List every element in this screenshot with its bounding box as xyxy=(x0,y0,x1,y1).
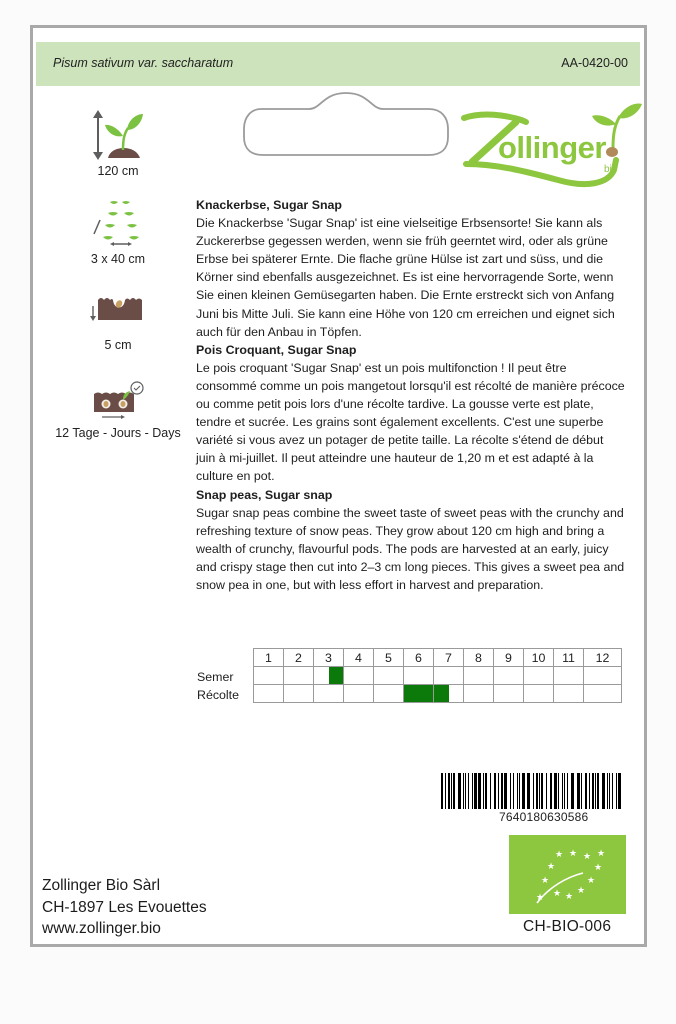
svg-text:★: ★ xyxy=(596,849,606,859)
month-8: 8 xyxy=(464,649,494,667)
calendar-period-bar xyxy=(329,667,344,684)
calendar-period-bar xyxy=(404,685,433,702)
company-address xyxy=(42,875,207,940)
month-10: 10 xyxy=(524,649,554,667)
svg-text:★: ★ xyxy=(554,850,564,860)
company-city: CH-1897 Les Evouettes xyxy=(42,898,207,916)
sowing-depth-icon xyxy=(90,294,146,328)
month-11: 11 xyxy=(554,649,584,667)
plant-height-icon xyxy=(92,110,144,160)
descriptions xyxy=(196,196,626,594)
info-germination xyxy=(43,380,193,440)
germination-caption: 12 Tage - Jours - Days xyxy=(55,426,181,440)
info-spacing xyxy=(43,196,193,266)
calendar-month-header xyxy=(254,649,622,667)
calendar-period-bar xyxy=(434,685,449,702)
header-band xyxy=(36,42,640,86)
depth-caption: 5 cm xyxy=(104,338,132,352)
month-3: 3 xyxy=(314,649,344,667)
svg-text:★: ★ xyxy=(552,889,562,899)
month-7: 7 xyxy=(434,649,464,667)
month-9: 9 xyxy=(494,649,524,667)
calendar-row-labels xyxy=(197,668,239,704)
article-code: AA-0420-00 xyxy=(561,56,628,70)
germination-time-icon xyxy=(90,380,146,420)
zollinger-bio-logo xyxy=(458,100,643,205)
calendar-row-recolte xyxy=(254,685,622,703)
row-label-recolte: Récolte xyxy=(197,688,240,702)
eu-leaf-icon xyxy=(509,835,626,914)
description-text-de: Die Knackerbse 'Sugar Snap' ist eine vielseitige Erbsensorte! Sie kann als Zuckererbse gegessen werden, wenn sie früh geerntet wird, oder als grüne Erbse bei späterer Ernte. Die flache grüne Hülse ist zart und süss, und die Körner sind ebenfalls ausgezeichnet. Es ist eine hervorragende Sorte, wenn Sie einen kleinen Gemüsegarten haben. Die Ernte erstreckt sich von Anfang Juni bis Mitte Juli. Sie kann eine Höhe von 120 cm erreichen und eignet sich auch für den Anbau in Töpfen. xyxy=(196,216,615,339)
svg-text:★: ★ xyxy=(586,876,596,886)
svg-text:★: ★ xyxy=(564,892,574,902)
month-1: 1 xyxy=(254,649,284,667)
month-12: 12 xyxy=(584,649,622,667)
month-5: 5 xyxy=(374,649,404,667)
svg-text:★: ★ xyxy=(546,862,556,872)
description-title-en: Snap peas, Sugar snap xyxy=(196,487,333,502)
eu-organic-logo xyxy=(509,835,626,914)
description-text-fr: Le pois croquant 'Sugar Snap' est un pois multifonction ! Il peut être consommé comme un pois mangetout lorsqu'il est récolté de manière précoce ou comme petit pois lors d'une récolte tardive. La gousse verte est plate, tendre et sucrée. Les grains sont également excellents. C'est une superbe variété si vous avez un potager de petite taille. La récolte s'étend de début juin à mi-juillet. Il peut atteindre une hauteur de 1,20 m et est adapté à la culture en pot. xyxy=(196,360,625,484)
month-2: 2 xyxy=(284,649,314,667)
svg-text:ollinger: ollinger xyxy=(498,130,606,165)
company-website[interactable]: www.zollinger.bio xyxy=(42,920,161,937)
svg-text:★: ★ xyxy=(568,849,578,859)
info-depth xyxy=(43,294,193,352)
plant-spacing-icon xyxy=(90,196,146,248)
svg-text:★: ★ xyxy=(582,852,592,862)
height-caption: 120 cm xyxy=(97,164,139,178)
ean-number: 7640180630586 xyxy=(499,810,589,824)
info-height xyxy=(43,110,193,178)
row-label-semer: Semer xyxy=(197,670,234,684)
latin-name: Pisum sativum var. saccharatum xyxy=(53,56,234,70)
description-title-de: Knackerbse, Sugar Snap xyxy=(196,198,342,212)
hang-hole xyxy=(241,91,451,159)
sowing-harvest-calendar xyxy=(253,648,622,703)
description-text-en: Sugar snap peas combine the sweet taste of sweet peas with the crunchy and refreshing texture of snow peas. They grow about 120 cm high and bring a wealth of crunchy, flavourful pods. The pods are harvested at an early, juicy and crispy stage then cut into 2–3 cm long pieces. This gives a sweet pea and snow pea in one, but with less effort in harvest and preparation. xyxy=(196,505,625,592)
svg-text:★: ★ xyxy=(535,893,545,903)
company-name: Zollinger Bio Sàrl xyxy=(42,877,161,894)
seed-packet-back xyxy=(30,25,647,947)
month-4: 4 xyxy=(344,649,374,667)
svg-text:★: ★ xyxy=(593,863,603,873)
month-6: 6 xyxy=(404,649,434,667)
svg-text:★: ★ xyxy=(576,886,586,896)
organic-cert-code: CH-BIO-006 xyxy=(523,918,612,935)
calendar-row-semer xyxy=(254,667,622,685)
description-title-fr: Pois Croquant, Sugar Snap xyxy=(196,342,357,357)
svg-text:bio: bio xyxy=(604,164,618,175)
svg-text:★: ★ xyxy=(540,876,550,886)
barcode xyxy=(441,773,621,809)
spacing-caption: 3 x 40 cm xyxy=(90,252,146,266)
